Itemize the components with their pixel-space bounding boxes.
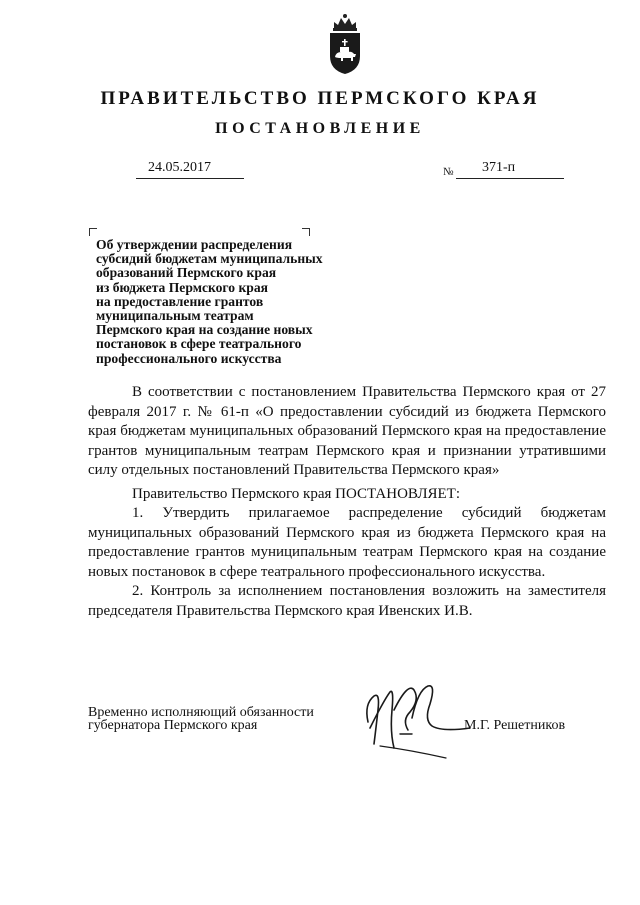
- subject-line: Пермского края на создание новых: [96, 322, 313, 338]
- item-2-line-1: 2. Контроль за исполнением постановления возложить на заместителя: [132, 583, 606, 599]
- subject-corner-right: [302, 228, 310, 236]
- item-2-line-2: председателя Правительства Пермского края Ивенских И.В.: [88, 602, 473, 619]
- signer-name: М.Г. Решетников: [464, 718, 566, 733]
- document-subject: [96, 238, 386, 366]
- subject-line: образований Пермского края: [96, 265, 277, 281]
- document-body: [88, 383, 606, 621]
- number-sign: №: [443, 166, 454, 178]
- date-underline: [136, 178, 244, 179]
- subject-line: из бюджета Пермского края: [96, 279, 269, 295]
- document-date: 24.05.2017: [148, 160, 211, 175]
- coat-of-arms-icon: [326, 12, 364, 76]
- document-number: 371-п: [482, 160, 516, 175]
- resolves-paragraph: Правительство Пермского края ПОСТАНОВЛЯЕТ:: [132, 485, 461, 502]
- number-underline: [456, 178, 564, 179]
- subject-line: на предоставление грантов: [96, 293, 264, 309]
- item-1-paragraph: 1. Утвердить прилагаемое распределение субсидий бюджетам муниципальных образований Пермского края из бюджета Пермского края на предоставление грантов муниципальным театрам Пермского края на создание новых постановок в сфере театрального профессионального искусства.: [88, 505, 606, 580]
- preamble-paragraph: В соответствии с постановлением Правительства Пермского края от 27 февраля 2017 г. № 61-п «О предоставлении субсидий из бюджета Пермского края бюджетам муниципальных образований Пермского края на предоставление грантов муниципальным театрам Пермского края и признании утратившими силу отдельных постановлений Правительства Пермского края»: [88, 384, 606, 478]
- document-type: ПОСТАНОВЛЕНИЕ: [215, 120, 425, 137]
- government-title: ПРАВИТЕЛЬСТВО ПЕРМСКОГО КРАЯ: [100, 88, 540, 109]
- subject-line: профессионального искусства: [96, 350, 282, 366]
- subject-line: Об утверждении распределения: [96, 237, 293, 252]
- subject-line: постановок в сфере театрального: [96, 336, 302, 352]
- subject-line: муниципальным театрам: [96, 308, 254, 324]
- subject-line: субсидий бюджетам муниципальных: [96, 251, 323, 267]
- signer-position-line-1: Временно исполняющий обязанности: [88, 705, 314, 720]
- signer-position: [88, 706, 314, 732]
- signer-position-line-2: губернатора Пермского края: [88, 718, 258, 733]
- subject-corner-left: [89, 228, 97, 236]
